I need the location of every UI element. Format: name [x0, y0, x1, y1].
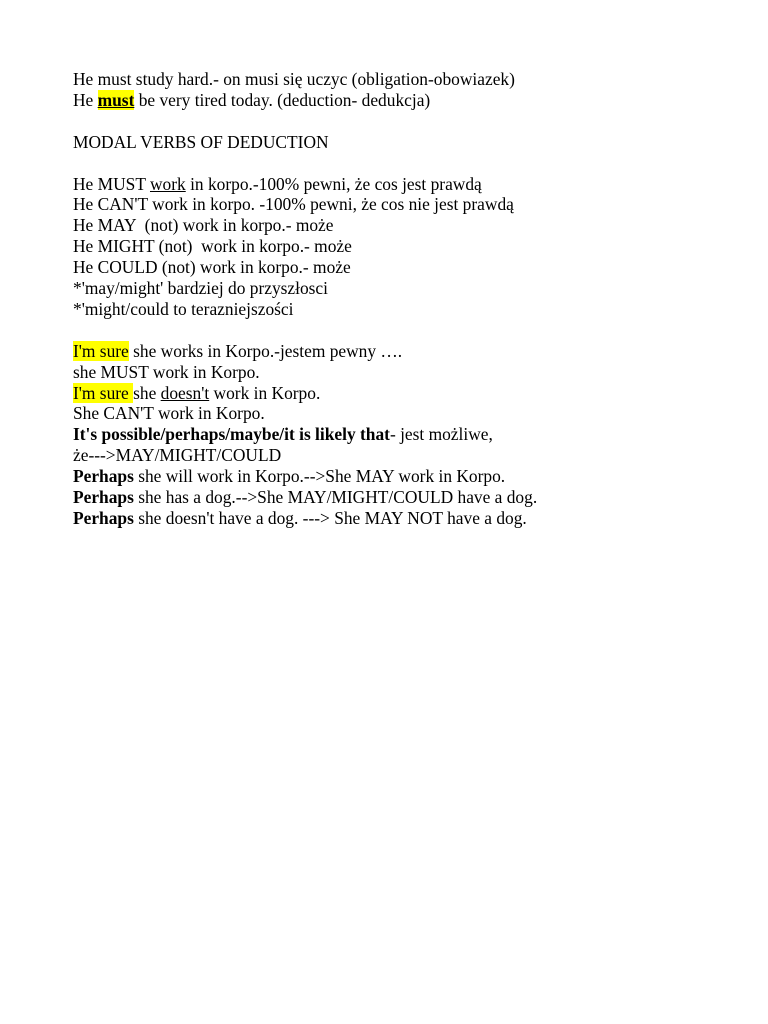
text-line-note-future [73, 278, 713, 299]
line-text: że--->MAY/MIGHT/COULD [73, 445, 282, 466]
text-line-perhaps-will [73, 466, 713, 487]
line-text: He MIGHT (not) work in korpo.- może [73, 236, 352, 257]
text-line-she-must [73, 362, 713, 383]
line-text: She CAN'T work in Korpo. [73, 403, 265, 424]
line-text: she doesn't have a dog. ---> She MAY NOT have a dog. [133, 507, 527, 528]
document-body [73, 69, 713, 529]
text-line-perhaps-has [73, 487, 713, 508]
text-line-obligation [73, 69, 713, 90]
bold-perhaps: Perhaps [73, 507, 134, 528]
line-text: *'may/might' bardziej do przyszłosci [73, 278, 328, 299]
text-line-might [73, 236, 713, 257]
highlighted-im-sure: I'm sure [73, 340, 129, 361]
bold-perhaps: Perhaps [73, 487, 134, 508]
line-text: she MUST work in Korpo. [73, 361, 260, 382]
underlined-work: work [149, 173, 186, 194]
line-text: she works in Korpo.-jestem pewny …. [128, 340, 403, 361]
section-heading [73, 132, 713, 153]
line-text: be very tired today. (deduction- dedukcja) [134, 89, 431, 110]
text-line-deduction [73, 90, 713, 111]
line-text: He MUST [73, 173, 150, 194]
text-line-note-present [73, 299, 713, 320]
highlighted-im-sure: I'm sure [73, 382, 134, 403]
bold-perhaps: Perhaps [73, 466, 134, 487]
blank-line [73, 320, 713, 341]
text-line-could [73, 257, 713, 278]
line-text: He [73, 89, 98, 110]
text-line-she-cant [73, 403, 713, 424]
text-line-perhaps-doesnt [73, 508, 713, 529]
line-text: He COULD (not) work in korpo.- może [73, 257, 351, 278]
text-line-must [73, 174, 713, 195]
blank-line [73, 153, 713, 174]
text-line-im-sure [73, 341, 713, 362]
line-text: in korpo.-100% pewni, że cos jest prawdą [185, 173, 482, 194]
line-text: He MAY (not) work in korpo.- może [73, 215, 334, 236]
line-text: *'might/could to terazniejszości [73, 298, 294, 319]
text-line-im-sure-doesnt [73, 383, 713, 404]
underlined-doesnt: doesn't [160, 382, 210, 403]
line-text: - jest możliwe, [389, 424, 493, 445]
text-line-cant [73, 194, 713, 215]
line-text: she [133, 382, 161, 403]
line-text: she will work in Korpo.-->She MAY work in Korpo. [133, 466, 506, 487]
line-text: she has a dog.-->She MAY/MIGHT/COULD have a dog. [133, 487, 538, 508]
line-text: He CAN'T work in korpo. -100% pewni, że cos nie jest prawdą [73, 194, 514, 215]
highlighted-must: must [97, 89, 135, 110]
bold-phrase: It's possible/perhaps/maybe/it is likely that [73, 424, 390, 445]
heading-text: MODAL VERBS OF DEDUCTION [73, 131, 329, 152]
blank-line [73, 111, 713, 132]
text-line-its-possible [73, 424, 713, 445]
line-text: He must study hard.- on musi się uczyc (obligation-obowiazek) [73, 69, 515, 89]
line-text: work in Korpo. [209, 382, 321, 403]
text-line-may [73, 215, 713, 236]
text-line-ze-modals [73, 445, 713, 466]
